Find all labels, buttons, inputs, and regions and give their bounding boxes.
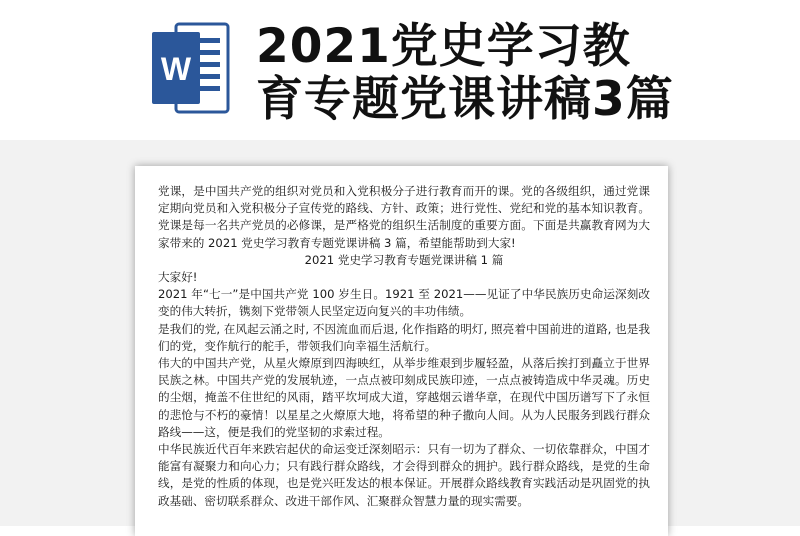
section-subtitle: 2021 党史学习教育专题党课讲稿 1 篇 (304, 252, 504, 267)
document-body (158, 183, 650, 510)
intro-paragraph: 党课，是中国共产党的组织对党员和入党积极分子进行教育而开的课。党的各级组织，通过党课定期向党员和入党积极分子宣传党的路线、方针、政策；进行党性、党纪和党的基本知识教育。党课是每一名共产党员的必修课，是严格党的组织生活制度的重要方面。下面是共赢教育网为大家带来的 2021 党史学习教育专题党课讲稿 3 篇，希望能帮助到大家! (158, 184, 650, 250)
body-paragraph-1: 2021 年“七一”是中国共产党 100 岁生日。1921 至 2021——见证了中华民族历史命运深刻改变的伟大转折，镌刻下党带领人民坚定迈向复兴的丰功伟绩。 (158, 287, 650, 319)
page-title (256, 20, 776, 126)
body-paragraph-4: 中华民族近代百年来跌宕起伏的命运变迁深刻昭示：只有一切为了群众、一切依靠群众，中国才能富有凝聚力和向心力；只有践行群众路线，才会得到群众的拥护。践行群众路线，是党的生命线，是党的性质的体现，也是党兴旺发达的根本保证。开展群众路线教育实践活动是巩固党的执政基础、密切联系群众、改进干部作风、汇聚群众智慧力量的现实需要。 (158, 442, 650, 508)
title-line-2: 育专题党课讲稿3篇 (256, 72, 674, 127)
greeting-line: 大家好! (158, 270, 198, 285)
body-paragraph-3: 伟大的中国共产党，从星火燎原到四海映红，从举步维艰到步履轻盈，从落后挨打到矗立于世界民族之林。中国共产党的发展轨迹，一点点被印刻成民族印迹，一点点被铸造成中华灵魂。历史的尘烟，掩盖不住世纪的风雨，踏平坎坷成大道，穿越烟云谱华章，在现代中国历谱写下了永恒的悲怆与不朽的豪情！以星星之火燎原大地，将希望的种子撒向人间。从为人民服务到践行群众路线——这，便是我们的党坚韧的求索过程。 (158, 356, 650, 439)
word-document-icon (150, 18, 232, 118)
svg-text:W: W (160, 51, 192, 87)
title-line-1: 2021党史学习教 (256, 19, 631, 74)
body-paragraph-2: 是我们的党, 在风起云涌之时, 不因流血而后退, 化作指路的明灯, 照亮着中国前进的道路, 也是我们的党，变作航行的舵手，带领我们向幸福生活航行。 (158, 321, 650, 353)
header-banner (0, 0, 800, 140)
